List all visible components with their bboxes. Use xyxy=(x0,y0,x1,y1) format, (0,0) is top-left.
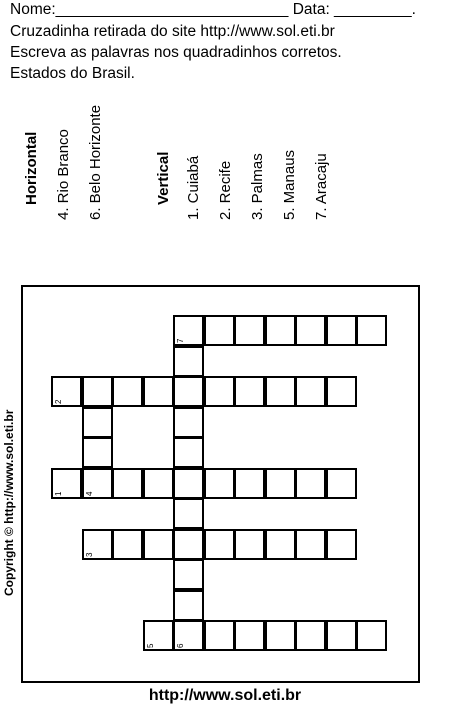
clue-number: 4 xyxy=(85,491,94,496)
vertical-clue-3: 3. Palmas xyxy=(249,153,266,220)
crossword-cell[interactable] xyxy=(204,620,235,651)
crossword-cell[interactable] xyxy=(234,315,265,346)
crossword-cell[interactable] xyxy=(112,468,143,499)
crossword-cell[interactable] xyxy=(173,437,204,468)
crossword-cell[interactable] xyxy=(326,468,357,499)
horizontal-clue-6: 6. Belo Horizonte xyxy=(87,104,104,220)
crossword-cell[interactable] xyxy=(173,315,204,346)
clue-number: 3 xyxy=(85,552,94,557)
clue-number: 1 xyxy=(54,491,63,496)
crossword-cell[interactable] xyxy=(143,529,174,560)
crossword-cell[interactable] xyxy=(173,346,204,377)
crossword-cell[interactable] xyxy=(295,620,326,651)
crossword-cell[interactable] xyxy=(204,376,235,407)
crossword-cell[interactable] xyxy=(173,407,204,438)
crossword-cell[interactable] xyxy=(143,376,174,407)
source-line: Cruzadinha retirada do site http://www.sol.eti.br xyxy=(10,23,335,40)
crossword-cell[interactable] xyxy=(265,620,296,651)
crossword-cell[interactable] xyxy=(173,559,204,590)
crossword-cell[interactable] xyxy=(356,620,387,651)
footer-url: http://www.sol.eti.br xyxy=(148,687,302,704)
crossword-cell[interactable] xyxy=(326,315,357,346)
name-date-line: Nome:___________________________ Data: _________. xyxy=(10,1,416,18)
crossword-cell[interactable] xyxy=(265,529,296,560)
crossword-cell[interactable] xyxy=(173,376,204,407)
crossword-cell[interactable] xyxy=(265,315,296,346)
crossword-cell[interactable] xyxy=(204,529,235,560)
crossword-cell[interactable] xyxy=(143,468,174,499)
crossword-cell[interactable] xyxy=(51,468,82,499)
side-copyright: Copyright © http://www.sol.eti.br xyxy=(2,409,16,596)
crossword-cell[interactable] xyxy=(234,376,265,407)
crossword-cell[interactable] xyxy=(82,376,113,407)
clue-number: 6 xyxy=(176,643,185,648)
vertical-clue-7: 7. Aracaju xyxy=(313,153,330,220)
crossword-cell[interactable] xyxy=(326,529,357,560)
vertical-clue-1: 1. Cuiabá xyxy=(185,155,202,220)
vertical-title: Vertical xyxy=(155,151,172,205)
crossword-cell[interactable] xyxy=(112,529,143,560)
crossword-cell[interactable] xyxy=(295,529,326,560)
crossword-cell[interactable] xyxy=(112,376,143,407)
crossword-cell[interactable] xyxy=(326,376,357,407)
crossword-cell[interactable] xyxy=(234,529,265,560)
crossword-cell[interactable] xyxy=(326,620,357,651)
instruction-line: Escreva as palavras nos quadradinhos corretos. xyxy=(10,44,342,61)
crossword-cell[interactable] xyxy=(204,315,235,346)
clue-number: 7 xyxy=(176,338,185,343)
crossword-cell[interactable] xyxy=(295,315,326,346)
crossword-cell[interactable] xyxy=(295,376,326,407)
crossword-cell[interactable] xyxy=(173,498,204,529)
clue-number: 5 xyxy=(146,643,155,648)
crossword-cell[interactable] xyxy=(143,620,174,651)
vertical-clue-5: 5. Manaus xyxy=(281,149,298,220)
crossword-cell[interactable] xyxy=(234,468,265,499)
crossword-cell[interactable] xyxy=(356,315,387,346)
crossword-cell[interactable] xyxy=(51,376,82,407)
horizontal-title: Horizontal xyxy=(23,131,40,205)
clue-number: 2 xyxy=(54,399,63,404)
crossword-cell[interactable] xyxy=(82,407,113,438)
crossword-cell[interactable] xyxy=(82,468,113,499)
vertical-clue-2: 2. Recife xyxy=(217,160,234,220)
crossword-cell[interactable] xyxy=(204,468,235,499)
crossword-cell[interactable] xyxy=(82,437,113,468)
crossword-cell[interactable] xyxy=(82,529,113,560)
crossword-cell[interactable] xyxy=(265,468,296,499)
horizontal-clue-4: 4. Rio Branco xyxy=(55,129,72,220)
crossword-cell[interactable] xyxy=(173,468,204,499)
theme-line: Estados do Brasil. xyxy=(10,65,135,82)
crossword-cell[interactable] xyxy=(234,620,265,651)
crossword-cell[interactable] xyxy=(173,620,204,651)
crossword-cell[interactable] xyxy=(295,468,326,499)
crossword-cell[interactable] xyxy=(265,376,296,407)
crossword-cell[interactable] xyxy=(173,590,204,621)
crossword-cell[interactable] xyxy=(173,529,204,560)
